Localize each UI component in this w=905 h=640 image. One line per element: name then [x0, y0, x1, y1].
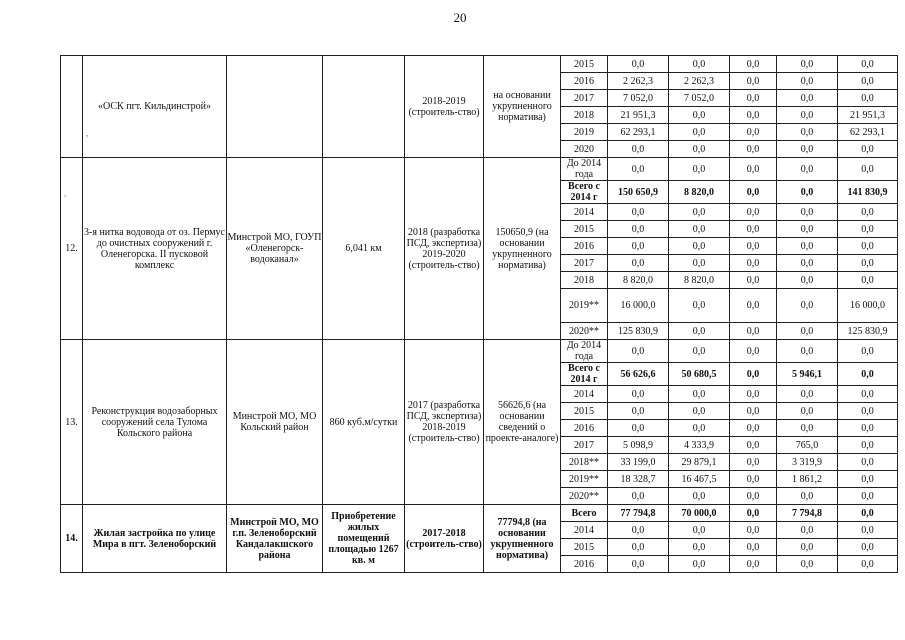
total-value: 0,0 — [608, 420, 669, 437]
local-budget-value: 0,0 — [777, 255, 838, 272]
total-value: 0,0 — [608, 522, 669, 539]
other-sources-value: 0,0 — [838, 556, 898, 573]
year-cell: 2020 — [561, 141, 608, 158]
period-cell: 2017-2018 (строитель-ство) — [405, 505, 484, 573]
total-value: 2 262,3 — [608, 73, 669, 90]
num-cell: 14. — [61, 505, 83, 573]
local-budget-value: 0,0 — [777, 221, 838, 238]
local-budget-value: 0,0 — [777, 340, 838, 363]
year-cell: 2018 — [561, 107, 608, 124]
num-cell: 12. — [61, 158, 83, 340]
year-cell: 2014 — [561, 204, 608, 221]
federal-budget-value: 0,0 — [730, 181, 777, 204]
regional-budget-value: 0,0 — [669, 340, 730, 363]
other-sources-value: 0,0 — [838, 238, 898, 255]
other-sources-value: 0,0 — [838, 505, 898, 522]
other-sources-value: 0,0 — [838, 363, 898, 386]
federal-budget-value: 0,0 — [730, 323, 777, 340]
regional-budget-value: 0,0 — [669, 255, 730, 272]
other-sources-value: 0,0 — [838, 539, 898, 556]
other-sources-value: 0,0 — [838, 522, 898, 539]
total-value: 7 052,0 — [608, 90, 669, 107]
other-sources-value: 0,0 — [838, 386, 898, 403]
federal-budget-value: 0,0 — [730, 221, 777, 238]
total-value: 0,0 — [608, 141, 669, 158]
local-budget-value: 0,0 — [777, 90, 838, 107]
num-cell: 13. — [61, 340, 83, 505]
total-value: 0,0 — [608, 403, 669, 420]
cost-basis-cell: 77794,8 (на основании укрупненного норматива) — [484, 505, 561, 573]
other-sources-value: 0,0 — [838, 255, 898, 272]
regional-budget-value: 0,0 — [669, 420, 730, 437]
year-cell: Всего с 2014 г — [561, 363, 608, 386]
regional-budget-value: 0,0 — [669, 124, 730, 141]
regional-budget-value: 0,0 — [669, 107, 730, 124]
local-budget-value: 0,0 — [777, 238, 838, 255]
federal-budget-value: 0,0 — [730, 238, 777, 255]
scan-mark: , — [64, 188, 67, 198]
year-cell: 2015 — [561, 403, 608, 420]
total-value: 18 328,7 — [608, 471, 669, 488]
regional-budget-value: 0,0 — [669, 403, 730, 420]
local-budget-value: 0,0 — [777, 73, 838, 90]
other-sources-value: 0,0 — [838, 158, 898, 181]
cost-basis-cell: 150650,9 (на основании укрупненного норматива) — [484, 158, 561, 340]
year-cell: 2017 — [561, 90, 608, 107]
year-cell: 2018** — [561, 454, 608, 471]
total-value: 0,0 — [608, 255, 669, 272]
other-sources-value: 141 830,9 — [838, 181, 898, 204]
year-cell: 2018 — [561, 272, 608, 289]
local-budget-value: 0,0 — [777, 556, 838, 573]
local-budget-value: 765,0 — [777, 437, 838, 454]
federal-budget-value: 0,0 — [730, 539, 777, 556]
other-sources-value: 125 830,9 — [838, 323, 898, 340]
federal-budget-value: 0,0 — [730, 107, 777, 124]
other-sources-value: 0,0 — [838, 488, 898, 505]
federal-budget-value: 0,0 — [730, 289, 777, 323]
local-budget-value: 0,0 — [777, 323, 838, 340]
federal-budget-value: 0,0 — [730, 124, 777, 141]
period-cell: 2018-2019 (строитель-ство) — [405, 56, 484, 158]
total-value: 125 830,9 — [608, 323, 669, 340]
federal-budget-value: 0,0 — [730, 522, 777, 539]
other-sources-value: 0,0 — [838, 340, 898, 363]
federal-budget-value: 0,0 — [730, 488, 777, 505]
regional-budget-value: 16 467,5 — [669, 471, 730, 488]
local-budget-value: 5 946,1 — [777, 363, 838, 386]
year-cell: Всего с 2014 г — [561, 181, 608, 204]
total-value: 16 000,0 — [608, 289, 669, 323]
customer-cell: Минстрой МО, МО г.п. Зеленоборский Кандалакшского района — [227, 505, 323, 573]
num-cell — [61, 56, 83, 158]
other-sources-value: 0,0 — [838, 403, 898, 420]
total-value: 150 650,9 — [608, 181, 669, 204]
year-cell: 2019 — [561, 124, 608, 141]
table-row — [61, 340, 898, 363]
federal-budget-value: 0,0 — [730, 340, 777, 363]
scan-mark: , — [86, 128, 89, 138]
local-budget-value: 0,0 — [777, 158, 838, 181]
table-body — [61, 56, 898, 573]
local-budget-value: 0,0 — [777, 124, 838, 141]
total-value: 0,0 — [608, 221, 669, 238]
capacity-cell — [323, 56, 405, 158]
local-budget-value: 0,0 — [777, 272, 838, 289]
total-value: 77 794,8 — [608, 505, 669, 522]
total-value: 33 199,0 — [608, 454, 669, 471]
federal-budget-value: 0,0 — [730, 204, 777, 221]
other-sources-value: 0,0 — [838, 221, 898, 238]
year-cell: 2014 — [561, 386, 608, 403]
regional-budget-value: 0,0 — [669, 158, 730, 181]
year-cell: 2019** — [561, 471, 608, 488]
local-budget-value: 0,0 — [777, 204, 838, 221]
local-budget-value: 0,0 — [777, 539, 838, 556]
federal-budget-value: 0,0 — [730, 505, 777, 522]
regional-budget-value: 0,0 — [669, 141, 730, 158]
year-cell: 2015 — [561, 56, 608, 73]
table-row — [61, 505, 898, 522]
local-budget-value: 0,0 — [777, 522, 838, 539]
year-cell: Всего — [561, 505, 608, 522]
other-sources-value: 0,0 — [838, 454, 898, 471]
regional-budget-value: 0,0 — [669, 539, 730, 556]
other-sources-value: 0,0 — [838, 141, 898, 158]
regional-budget-value: 0,0 — [669, 323, 730, 340]
other-sources-value: 0,0 — [838, 437, 898, 454]
project-name-cell: Жилая застройка по улице Мира в пгт. Зеленоборский — [83, 505, 227, 573]
local-budget-value: 3 319,9 — [777, 454, 838, 471]
customer-cell — [227, 56, 323, 158]
year-cell: 2015 — [561, 539, 608, 556]
federal-budget-value: 0,0 — [730, 437, 777, 454]
regional-budget-value: 0,0 — [669, 386, 730, 403]
year-cell: До 2014 года — [561, 340, 608, 363]
federal-budget-value: 0,0 — [730, 272, 777, 289]
local-budget-value: 0,0 — [777, 141, 838, 158]
other-sources-value: 0,0 — [838, 90, 898, 107]
regional-budget-value: 0,0 — [669, 56, 730, 73]
year-cell: До 2014 года — [561, 158, 608, 181]
total-value: 21 951,3 — [608, 107, 669, 124]
other-sources-value: 0,0 — [838, 204, 898, 221]
regional-budget-value: 0,0 — [669, 488, 730, 505]
other-sources-value: 0,0 — [838, 471, 898, 488]
total-value: 0,0 — [608, 204, 669, 221]
federal-budget-value: 0,0 — [730, 56, 777, 73]
year-cell: 2015 — [561, 221, 608, 238]
federal-budget-value: 0,0 — [730, 386, 777, 403]
year-cell: 2019** — [561, 289, 608, 323]
total-value: 0,0 — [608, 238, 669, 255]
capacity-cell: 6,041 км — [323, 158, 405, 340]
other-sources-value: 0,0 — [838, 420, 898, 437]
regional-budget-value: 0,0 — [669, 556, 730, 573]
regional-budget-value: 29 879,1 — [669, 454, 730, 471]
page-number: 20 — [453, 10, 467, 25]
federal-budget-value: 0,0 — [730, 73, 777, 90]
federal-budget-value: 0,0 — [730, 363, 777, 386]
federal-budget-value: 0,0 — [730, 420, 777, 437]
federal-budget-value: 0,0 — [730, 403, 777, 420]
table-row — [61, 56, 898, 73]
cost-basis-cell: на основании укрупненного норматива) — [484, 56, 561, 158]
regional-budget-value: 8 820,0 — [669, 272, 730, 289]
regional-budget-value: 0,0 — [669, 238, 730, 255]
regional-budget-value: 0,0 — [669, 289, 730, 323]
total-value: 0,0 — [608, 488, 669, 505]
total-value: 8 820,0 — [608, 272, 669, 289]
local-budget-value: 0,0 — [777, 56, 838, 73]
local-budget-value: 0,0 — [777, 181, 838, 204]
customer-cell: Минстрой МО, МО Кольский район — [227, 340, 323, 505]
federal-budget-value: 0,0 — [730, 141, 777, 158]
regional-budget-value: 50 680,5 — [669, 363, 730, 386]
total-value: 0,0 — [608, 539, 669, 556]
project-name-cell: «ОСК пгт. Кильдинстрой» — [83, 56, 227, 158]
year-cell: 2020** — [561, 488, 608, 505]
capacity-cell: Приобретение жилых помещений площадью 1267 кв. м — [323, 505, 405, 573]
local-budget-value: 7 794,8 — [777, 505, 838, 522]
year-cell: 2017 — [561, 255, 608, 272]
year-cell: 2016 — [561, 73, 608, 90]
federal-budget-value: 0,0 — [730, 90, 777, 107]
federal-budget-value: 0,0 — [730, 556, 777, 573]
total-value: 62 293,1 — [608, 124, 669, 141]
total-value: 56 626,6 — [608, 363, 669, 386]
regional-budget-value: 0,0 — [669, 522, 730, 539]
regional-budget-value: 70 000,0 — [669, 505, 730, 522]
local-budget-value: 0,0 — [777, 403, 838, 420]
table-row — [61, 158, 898, 181]
total-value: 0,0 — [608, 556, 669, 573]
project-name-cell: 3-я нитка водовода от оз. Пермус до очистных сооружений г. Оленегорска. II пусковой комплекс — [83, 158, 227, 340]
year-cell: 2016 — [561, 556, 608, 573]
year-cell: 2020** — [561, 323, 608, 340]
regional-budget-value: 0,0 — [669, 221, 730, 238]
customer-cell: Минстрой МО, ГОУП «Оленегорск-водоканал» — [227, 158, 323, 340]
year-cell: 2016 — [561, 420, 608, 437]
capacity-cell: 860 куб.м/сутки — [323, 340, 405, 505]
regional-budget-value: 0,0 — [669, 204, 730, 221]
federal-budget-value: 0,0 — [730, 471, 777, 488]
local-budget-value: 0,0 — [777, 488, 838, 505]
other-sources-value: 21 951,3 — [838, 107, 898, 124]
regional-budget-value: 2 262,3 — [669, 73, 730, 90]
total-value: 0,0 — [608, 386, 669, 403]
other-sources-value: 62 293,1 — [838, 124, 898, 141]
other-sources-value: 16 000,0 — [838, 289, 898, 323]
regional-budget-value: 8 820,0 — [669, 181, 730, 204]
period-cell: 2017 (разработка ПСД, экспертиза) 2018-2019 (строитель-ство) — [405, 340, 484, 505]
local-budget-value: 1 861,2 — [777, 471, 838, 488]
project-name-cell: Реконструкция водозаборных сооружений села Тулома Кольского района — [83, 340, 227, 505]
federal-budget-value: 0,0 — [730, 255, 777, 272]
year-cell: 2017 — [561, 437, 608, 454]
investment-table — [60, 55, 898, 573]
total-value: 0,0 — [608, 340, 669, 363]
year-cell: 2016 — [561, 238, 608, 255]
local-budget-value: 0,0 — [777, 289, 838, 323]
total-value: 5 098,9 — [608, 437, 669, 454]
other-sources-value: 0,0 — [838, 272, 898, 289]
federal-budget-value: 0,0 — [730, 454, 777, 471]
period-cell: 2018 (разработка ПСД, экспертиза) 2019-2020 (строитель-ство) — [405, 158, 484, 340]
other-sources-value: 0,0 — [838, 56, 898, 73]
total-value: 0,0 — [608, 158, 669, 181]
other-sources-value: 0,0 — [838, 73, 898, 90]
federal-budget-value: 0,0 — [730, 158, 777, 181]
year-cell: 2014 — [561, 522, 608, 539]
local-budget-value: 0,0 — [777, 386, 838, 403]
total-value: 0,0 — [608, 56, 669, 73]
local-budget-value: 0,0 — [777, 420, 838, 437]
cost-basis-cell: 56626,6 (на основании сведений о проекте-аналоге) — [484, 340, 561, 505]
regional-budget-value: 4 333,9 — [669, 437, 730, 454]
local-budget-value: 0,0 — [777, 107, 838, 124]
regional-budget-value: 7 052,0 — [669, 90, 730, 107]
